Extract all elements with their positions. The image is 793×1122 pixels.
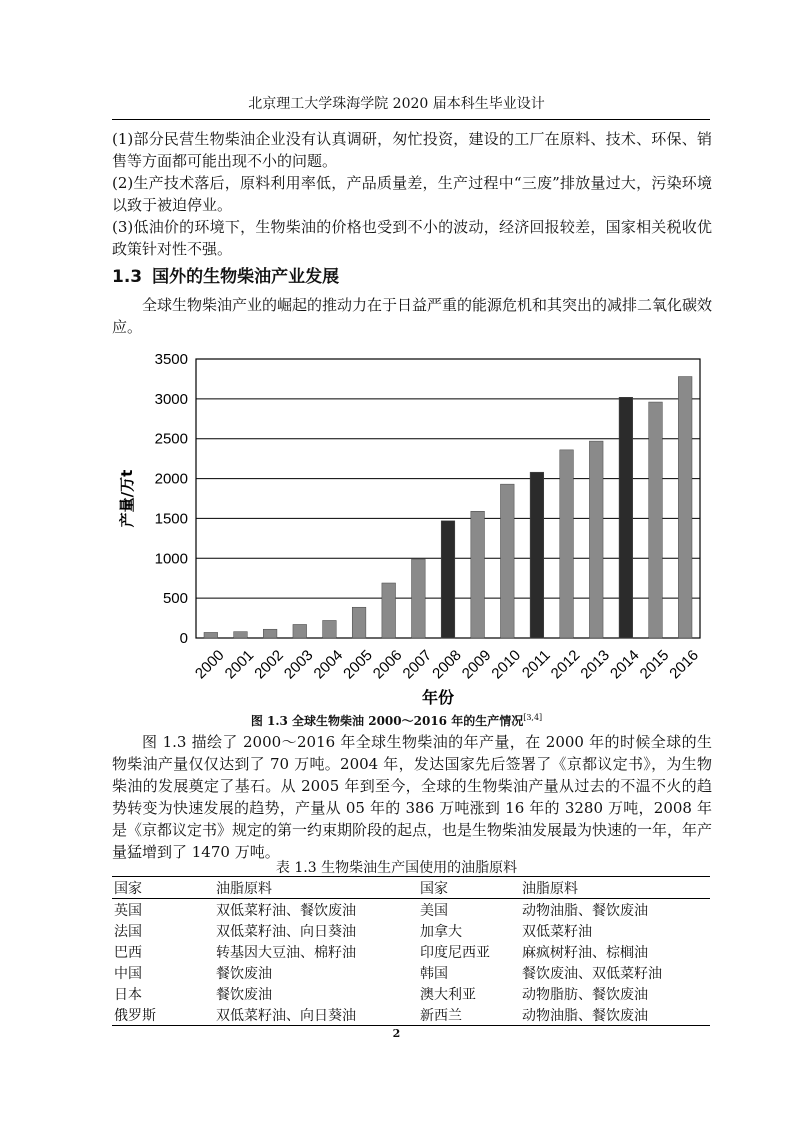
- y-tick-label: 3500: [154, 351, 188, 368]
- x-tick-label: 2003: [280, 646, 317, 683]
- x-tick-label: 2005: [340, 646, 376, 683]
- intro-list: [112, 128, 712, 260]
- x-tick-label: 2001: [221, 646, 258, 683]
- table-cell: 英国: [114, 902, 142, 919]
- table-cell: 转基因大豆油、棉籽油: [216, 944, 356, 961]
- table-row: [112, 941, 710, 962]
- bar-2001: [234, 632, 248, 638]
- table-header-cell: 油脂原料: [522, 880, 578, 897]
- bar-2004: [323, 620, 337, 638]
- y-tick-label: 1500: [154, 510, 188, 528]
- bar-2002: [263, 629, 277, 638]
- table-cell: 双低菜籽油、餐饮废油: [216, 902, 356, 919]
- table-cell: 美国: [420, 902, 448, 919]
- bar-2011: [530, 472, 544, 638]
- table-row: [112, 899, 710, 921]
- bar-2009: [471, 511, 485, 638]
- x-tick-label: 2008: [429, 646, 465, 683]
- table-cell: 动物脂肪、餐饮废油: [522, 986, 648, 1003]
- bar-2006: [382, 583, 396, 638]
- section-intro-block: [112, 294, 712, 338]
- x-tick-label: 2010: [488, 646, 525, 683]
- table-title: 表 1.3 生物柴油生产国使用的油脂原料: [275, 860, 518, 876]
- section-intro: 全球生物柴油产业的崛起的推动力在于日益严重的能源危机和其突出的减排二氧化碳效应。: [112, 296, 713, 336]
- section-heading: [112, 262, 339, 287]
- table-cell: 动物油脂、餐饮废油: [522, 1007, 648, 1024]
- bar-2003: [293, 624, 307, 638]
- x-tick-label: 2004: [310, 646, 347, 683]
- oil-feedstock-table: [112, 876, 710, 1026]
- bar-2016: [678, 377, 692, 638]
- page-header: 北京理工大学珠海学院 2020 届本科生毕业设计: [248, 96, 545, 112]
- x-tick-label: 2006: [369, 646, 406, 683]
- x-tick-label: 2002: [251, 646, 287, 683]
- table-cell: 法国: [114, 923, 142, 940]
- table-cell: 双低菜籽油、向日葵油: [216, 1007, 356, 1024]
- table-row: [112, 983, 710, 1004]
- bar-2000: [204, 632, 218, 638]
- table-cell: 双低菜籽油、向日葵油: [216, 923, 356, 940]
- table-cell: 韩国: [420, 965, 448, 982]
- bar-2007: [412, 559, 426, 638]
- figure-caption-ref: [3,4]: [523, 713, 543, 722]
- x-tick-label: 2011: [518, 646, 554, 682]
- bar-2015: [649, 402, 663, 638]
- bar-2012: [560, 450, 574, 638]
- table-cell: 动物油脂、餐饮废油: [522, 902, 648, 919]
- table-cell: 餐饮废油、双低菜籽油: [522, 965, 662, 982]
- table-header-row: [112, 877, 710, 899]
- intro-item-3: (3)低油价的环境下，生物柴油的价格也受到不小的波动，经济回报较差，国家相关税收优政策针对性不强。: [112, 218, 712, 258]
- table-cell: 印度尼西亚: [420, 944, 490, 961]
- bar-2013: [589, 441, 603, 638]
- y-tick-label: 2000: [154, 470, 188, 488]
- y-tick-label: 500: [162, 590, 188, 608]
- y-axis-label: 产量/万t: [118, 469, 136, 528]
- x-tick-label: 2012: [547, 646, 584, 683]
- y-tick-label: 0: [179, 630, 188, 647]
- x-tick-label: 2007: [399, 646, 436, 683]
- x-tick-label: 2000: [191, 646, 228, 683]
- y-tick-label: 1000: [154, 550, 188, 568]
- y-tick-label: 3000: [154, 390, 188, 408]
- table-cell: 餐饮废油: [216, 965, 272, 982]
- x-tick-label: 2015: [636, 646, 673, 683]
- table-header-cell: 油脂原料: [216, 880, 272, 897]
- production-bar-chart: [112, 345, 712, 710]
- table-cell: 澳大利亚: [420, 986, 476, 1003]
- figure-caption: [0, 712, 793, 729]
- table-cell: 麻疯树籽油、棕榈油: [522, 944, 648, 961]
- section-title: 国外的生物柴油产业发展: [152, 267, 340, 287]
- table-row: [112, 920, 710, 941]
- x-tick-label: 2013: [577, 646, 614, 683]
- table-cell: 新西兰: [420, 1007, 462, 1024]
- section-number: 1.3: [112, 267, 143, 287]
- table-row: [112, 1004, 710, 1026]
- table-cell: 巴西: [114, 944, 142, 961]
- table-cell: 双低菜籽油: [522, 923, 592, 940]
- table-cell: 餐饮废油: [216, 986, 272, 1003]
- x-axis-label: 年份: [421, 688, 455, 707]
- table-row: [112, 962, 710, 983]
- x-tick-label: 2016: [666, 646, 702, 683]
- table-cell: 日本: [114, 986, 142, 1003]
- bar-2010: [500, 484, 514, 638]
- page-number: 2: [392, 1027, 401, 1040]
- body-paragraph-block: [112, 731, 712, 863]
- table-cell: 加拿大: [420, 923, 462, 940]
- figure-caption-text: 图 1.3 全球生物柴油 2000～2016 年的生产情况: [250, 714, 524, 728]
- table-cell: 中国: [114, 965, 142, 982]
- body-paragraph: 图 1.3 描绘了 2000～2016 年全球生物柴油的年产量，在 2000 年的时候全球的生物柴油产量仅仅达到了 70 万吨。2004 年，发达国家先后签署了《京都议定书》，为生物柴油的发展奠定了基石。从 2005 年到至今，全球的生物柴油产量从过去的不温不火的趋势转变为快速发展的趋势，产量从 05 年的 386 万吨涨到 16 年的 3280 万吨，2008 年是《京都议定书》规定的第一约束期阶段的起点，也是生物柴油发展最为快速的一年，年产量猛增到了 1470 万吨。: [112, 733, 713, 861]
- table-header-cell: 国家: [420, 880, 448, 897]
- intro-item-2: (2)生产技术落后，原料利用率低，产品质量差，生产过程中“三废”排放量过大，污染环境以致于被迫停业。: [112, 174, 712, 214]
- y-tick-label: 2500: [154, 430, 188, 448]
- x-tick-label: 2014: [607, 646, 643, 683]
- header-rule: [112, 119, 710, 120]
- bar-2014: [619, 397, 633, 638]
- bar-2008: [441, 521, 455, 638]
- table-header-cell: 国家: [114, 880, 142, 897]
- table-cell: 俄罗斯: [114, 1007, 156, 1024]
- x-tick-label: 2009: [458, 646, 495, 683]
- intro-item-1: (1)部分民营生物柴油企业没有认真调研，匆忙投资，建设的工厂在原料、技术、环保、销售等方面都可能出现不小的问题。: [112, 130, 712, 170]
- bar-2005: [352, 607, 366, 638]
